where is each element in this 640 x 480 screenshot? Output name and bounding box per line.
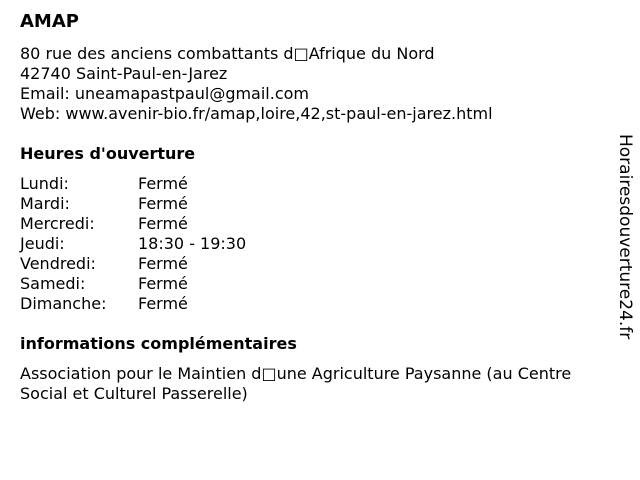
hours-value: Fermé	[138, 254, 188, 273]
hours-row-saturday	[20, 274, 620, 294]
hours-day: Jeudi:	[20, 234, 65, 253]
address-line-2: 42740 Saint-Paul-en-Jarez	[20, 64, 228, 83]
hours-day: Vendredi:	[20, 254, 96, 273]
hours-value: Fermé	[138, 214, 188, 233]
email-line	[20, 84, 620, 104]
business-card	[20, 10, 620, 404]
hours-value: Fermé	[138, 274, 188, 293]
hours-row-tuesday	[20, 194, 620, 214]
hours-day: Lundi:	[20, 174, 69, 193]
hours-day: Dimanche:	[20, 294, 107, 313]
hours-value: Fermé	[138, 294, 188, 313]
info-text: Association pour le Maintien d□une Agriculture Paysanne (au Centre Social et Culturel Passerelle)	[20, 364, 572, 403]
hours-row-sunday	[20, 294, 620, 314]
web-label: Web:	[20, 104, 61, 123]
hours-day: Samedi:	[20, 274, 86, 293]
hours-row-monday	[20, 174, 620, 194]
business-name: AMAP	[20, 11, 79, 32]
hours-value: 18:30 - 19:30	[138, 234, 247, 253]
hours-table	[20, 174, 620, 314]
web-line	[20, 104, 620, 124]
web-value: www.avenir-bio.fr/amap,loire,42,st-paul-en-jarez.html	[65, 104, 493, 123]
email-label: Email:	[20, 84, 70, 103]
site-watermark: Horairesdouverture24.fr	[615, 134, 635, 340]
hours-day: Mardi:	[20, 194, 70, 213]
hours-heading: Heures d'ouverture	[20, 144, 196, 163]
hours-day: Mercredi:	[20, 214, 95, 233]
hours-row-thursday	[20, 234, 620, 254]
hours-value: Fermé	[138, 174, 188, 193]
address-line-1: 80 rue des anciens combattants d□Afrique du Nord	[20, 44, 435, 63]
info-heading: informations complémentaires	[20, 334, 297, 353]
hours-row-wednesday	[20, 214, 620, 234]
hours-row-friday	[20, 254, 620, 274]
hours-value: Fermé	[138, 194, 188, 213]
email-value: uneamapastpaul@gmail.com	[74, 84, 310, 103]
